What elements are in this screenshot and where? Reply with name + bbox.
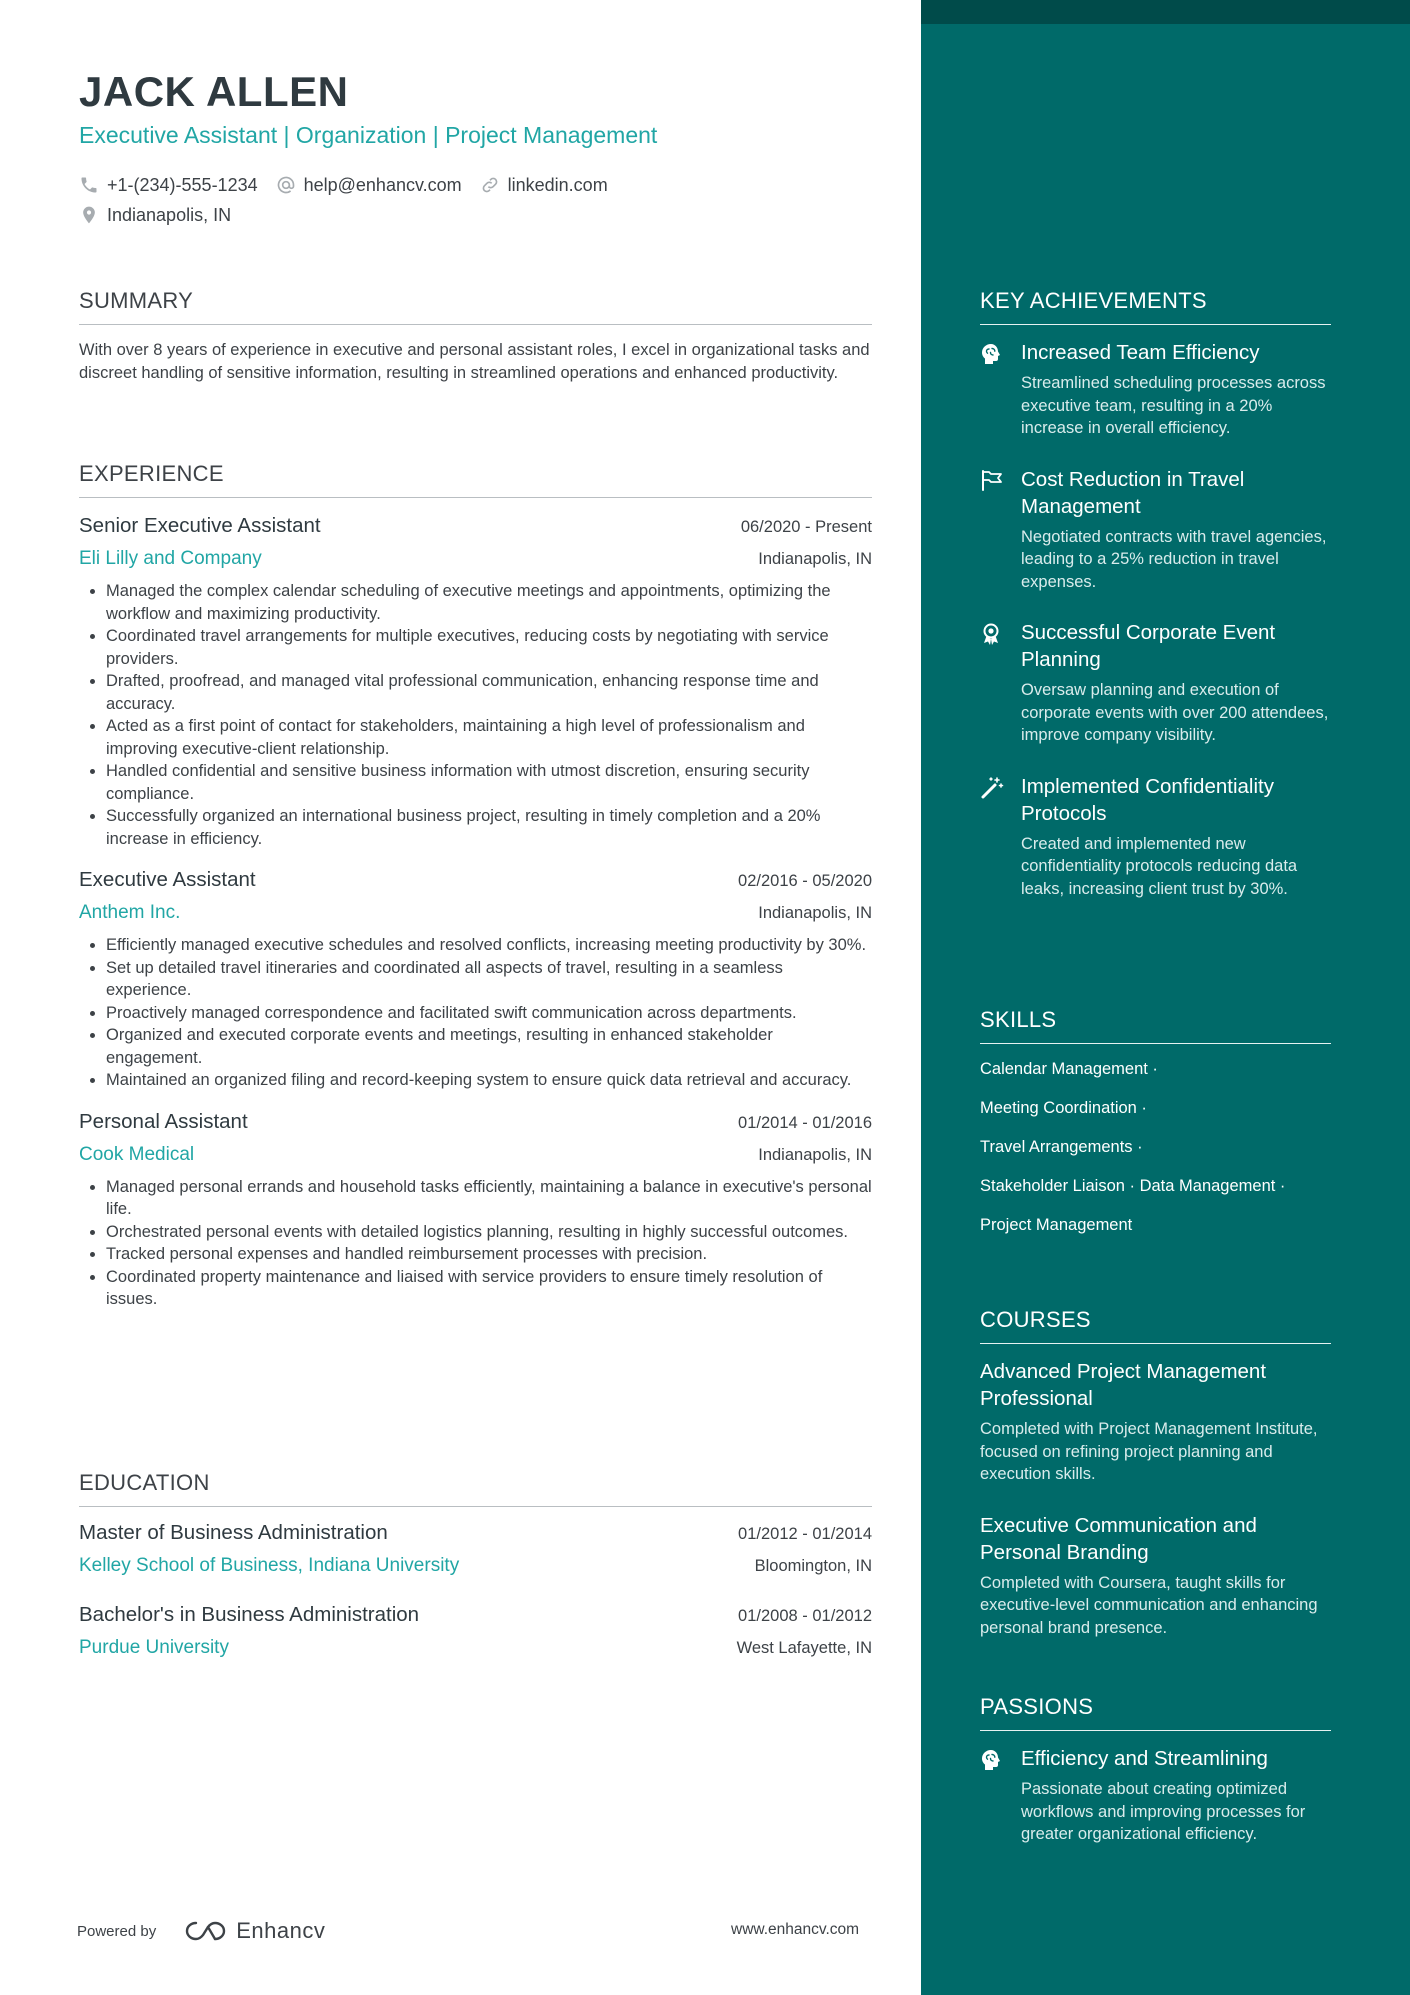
course-description: Completed with Coursera, taught skills for executive-level communication and enhancing personal brand presence.: [980, 1573, 1318, 1637]
achievement-description: Negotiated contracts with travel agencies, leading to a 25% reduction in travel expenses.: [1021, 527, 1327, 591]
sidebar-top-band: [921, 0, 1410, 24]
achievement-item: [980, 773, 1331, 901]
job-location: Indianapolis, IN: [758, 550, 872, 568]
job-entry: [79, 868, 872, 1092]
achievement-title: Increased Team Efficiency: [1021, 341, 1260, 364]
skill-line: Project Management: [980, 1216, 1133, 1234]
enhancv-logo[interactable]: [182, 1918, 325, 1944]
job-entry: [79, 514, 872, 850]
passions-title: PASSIONS: [980, 1694, 1331, 1731]
experience-title: EXPERIENCE: [79, 461, 872, 498]
summary-title: SUMMARY: [79, 288, 872, 325]
brand-name: Enhancv: [236, 1918, 326, 1943]
skills-title: SKILLS: [980, 1007, 1331, 1044]
achievement-title: Successful Corporate Event Planning: [1021, 621, 1276, 671]
job-bullet: • Coordinated travel arrangements for multiple executives, reducing costs by negotiating with service providers.: [106, 625, 872, 670]
job-title: Personal Assistant: [79, 1109, 248, 1133]
achievement-description: Oversaw planning and execution of corporate events with over 200 attendees, improve company visibility.: [1021, 681, 1329, 744]
job-location: Indianapolis, IN: [758, 1145, 872, 1164]
enhancv-logo-icon: [182, 1919, 228, 1943]
contact-website: [480, 175, 608, 196]
passion-description: Passionate about creating optimized workflows and improving processes for greater organizational efficiency.: [1021, 1780, 1306, 1843]
phone-text: +1-(234)-555-1234: [107, 174, 258, 195]
degree: Master of Business Administration: [79, 1521, 388, 1544]
job-bullet: • Coordinated property maintenance and liaised with service providers to ensure timely resolution of issues.: [106, 1266, 872, 1311]
achievement-item: [980, 466, 1331, 594]
contact-email: [276, 175, 462, 196]
course-item: [980, 1512, 1331, 1640]
degree: Bachelor's in Business Administration: [79, 1603, 420, 1626]
education-location: Bloomington, IN: [754, 1557, 872, 1575]
brain-icon: [980, 1748, 1002, 1772]
job-date: 01/2014 - 01/2016: [738, 1113, 872, 1132]
job-date: 06/2020 - Present: [740, 518, 872, 536]
skill-line: Calendar Management ·: [980, 1060, 1158, 1078]
job-title: Executive Assistant: [79, 868, 256, 891]
job-bullets: [79, 934, 872, 1092]
link-icon: [480, 175, 500, 195]
education-title: EDUCATION: [79, 1470, 872, 1507]
job-bullet: • Set up detailed travel itineraries and coordinated all aspects of travel, resulting in a seamless experience.: [106, 957, 872, 1002]
job-bullet: • Proactively managed correspondence and facilitated swift communication across departments.: [106, 1002, 872, 1025]
powered-by-text: Powered by: [77, 1922, 157, 1940]
passions-section: [980, 1694, 1331, 1846]
footer-powered-by: [77, 1918, 325, 1944]
course-title: Executive Communication and Personal Branding: [980, 1513, 1257, 1564]
skills-list: [980, 1044, 1331, 1239]
school: Kelley School of Business, Indiana University: [79, 1555, 460, 1576]
education-entry: [79, 1521, 872, 1577]
skill-line: Meeting Coordination ·: [980, 1099, 1147, 1117]
skills-section: [980, 1007, 1331, 1239]
at-icon: [276, 175, 296, 195]
magic-wand-icon: [980, 776, 1004, 800]
job-bullet: • Managed personal errands and household tasks efficiently, maintaining a balance in executive's personal life.: [106, 1176, 872, 1221]
education-section: [79, 1470, 872, 1659]
contact-info: [79, 170, 626, 230]
job-bullet: • Managed the complex calendar scheduling of executive meetings and appointments, optimizing the workflow and maximizing productivity.: [106, 580, 872, 625]
job-bullet: • Handled confidential and sensitive business information with utmost discretion, ensuring security compliance.: [106, 760, 872, 805]
education-date: 01/2012 - 01/2014: [738, 1525, 872, 1543]
job-bullet: • Efficiently managed executive schedules and resolved conflicts, increasing meeting productivity by 30%.: [106, 934, 872, 957]
job-title: Senior Executive Assistant: [79, 514, 321, 537]
flag-icon: [980, 469, 1004, 491]
passion-title: Efficiency and Streamlining: [1021, 1747, 1268, 1770]
job-bullet: • Tracked personal expenses and handled reimbursement processes with precision.: [106, 1243, 872, 1266]
achievement-description: Streamlined scheduling processes across executive team, resulting in a 20% increase in overall efficiency.: [1021, 374, 1326, 437]
job-bullets: [79, 1176, 872, 1311]
summary-section: [79, 288, 872, 384]
job-location: Indianapolis, IN: [758, 904, 872, 922]
location-text: Indianapolis, IN: [107, 204, 232, 225]
award-icon: [980, 622, 1002, 646]
job-entry: [79, 1110, 872, 1311]
achievement-item: [980, 619, 1331, 747]
experience-section: [79, 461, 872, 1311]
achievement-title: Cost Reduction in Travel Management: [1021, 467, 1245, 518]
job-bullet: • Drafted, proofread, and managed vital professional communication, enhancing response time and accuracy.: [106, 670, 872, 715]
job-bullet: • Successfully organized an international business project, resulting in timely completion and a 20% increase in efficiency.: [106, 805, 872, 850]
course-description: Completed with Project Management Institute, focused on refining project planning and execution skills.: [980, 1420, 1318, 1483]
job-bullet: • Maintained an organized filing and record-keeping system to ensure quick data retrieval and accuracy.: [106, 1069, 872, 1092]
courses-section: [980, 1307, 1331, 1639]
education-date: 01/2008 - 01/2012: [738, 1607, 872, 1625]
achievements-title: KEY ACHIEVEMENTS: [980, 288, 1331, 325]
footer-url[interactable]: www.enhancv.com: [731, 1921, 860, 1938]
email-text: help@enhancv.com: [303, 174, 462, 195]
job-date: 02/2016 - 05/2020: [738, 872, 872, 890]
job-bullet: • Organized and executed corporate events and meetings, resulting in enhanced stakeholder engagement.: [106, 1024, 872, 1069]
education-location: West Lafayette, IN: [736, 1639, 872, 1657]
brain-icon: [980, 342, 1002, 366]
job-company: Eli Lilly and Company: [79, 548, 262, 569]
contact-location: [79, 205, 231, 226]
achievement-description: Created and implemented new confidentiality protocols reducing data leaks, increasing client trust by 30%.: [1021, 834, 1298, 898]
job-bullet: • Acted as a first point of contact for stakeholders, maintaining a high level of professionalism and improving executive-client relationship.: [106, 715, 872, 760]
achievement-title: Implemented Confidentiality Protocols: [1021, 774, 1274, 825]
skill-line: Stakeholder Liaison · Data Management ·: [980, 1177, 1286, 1195]
summary-text: With over 8 years of experience in executive and personal assistant roles, I excel in organizational tasks and discreet handling of sensitive information, resulting in streamlined operations and enhanced productivity.: [79, 341, 870, 382]
contact-phone: [79, 175, 258, 196]
courses-title: COURSES: [980, 1307, 1331, 1344]
job-company: Cook Medical: [79, 1143, 195, 1165]
skill-line: Travel Arrangements ·: [980, 1138, 1143, 1156]
achievement-item: [980, 339, 1331, 440]
school: Purdue University: [79, 1637, 229, 1658]
website-text: linkedin.com: [507, 174, 608, 195]
phone-icon: [79, 175, 99, 195]
course-title: Advanced Project Management Professional: [980, 1360, 1267, 1410]
education-entry: [79, 1603, 872, 1659]
job-bullet: • Orchestrated personal events with detailed logistics planning, resulting in highly successful outcomes.: [106, 1221, 872, 1244]
job-bullets: [79, 580, 872, 850]
passion-item: [980, 1745, 1331, 1846]
course-item: [980, 1358, 1331, 1486]
job-company: Anthem Inc.: [79, 902, 181, 923]
location-pin-icon: [79, 205, 99, 225]
candidate-name: JACK ALLEN: [79, 68, 349, 115]
achievements-section: [980, 288, 1331, 900]
sidebar: [921, 0, 1410, 1995]
candidate-headline: Executive Assistant | Organization | Project Management: [79, 122, 658, 148]
